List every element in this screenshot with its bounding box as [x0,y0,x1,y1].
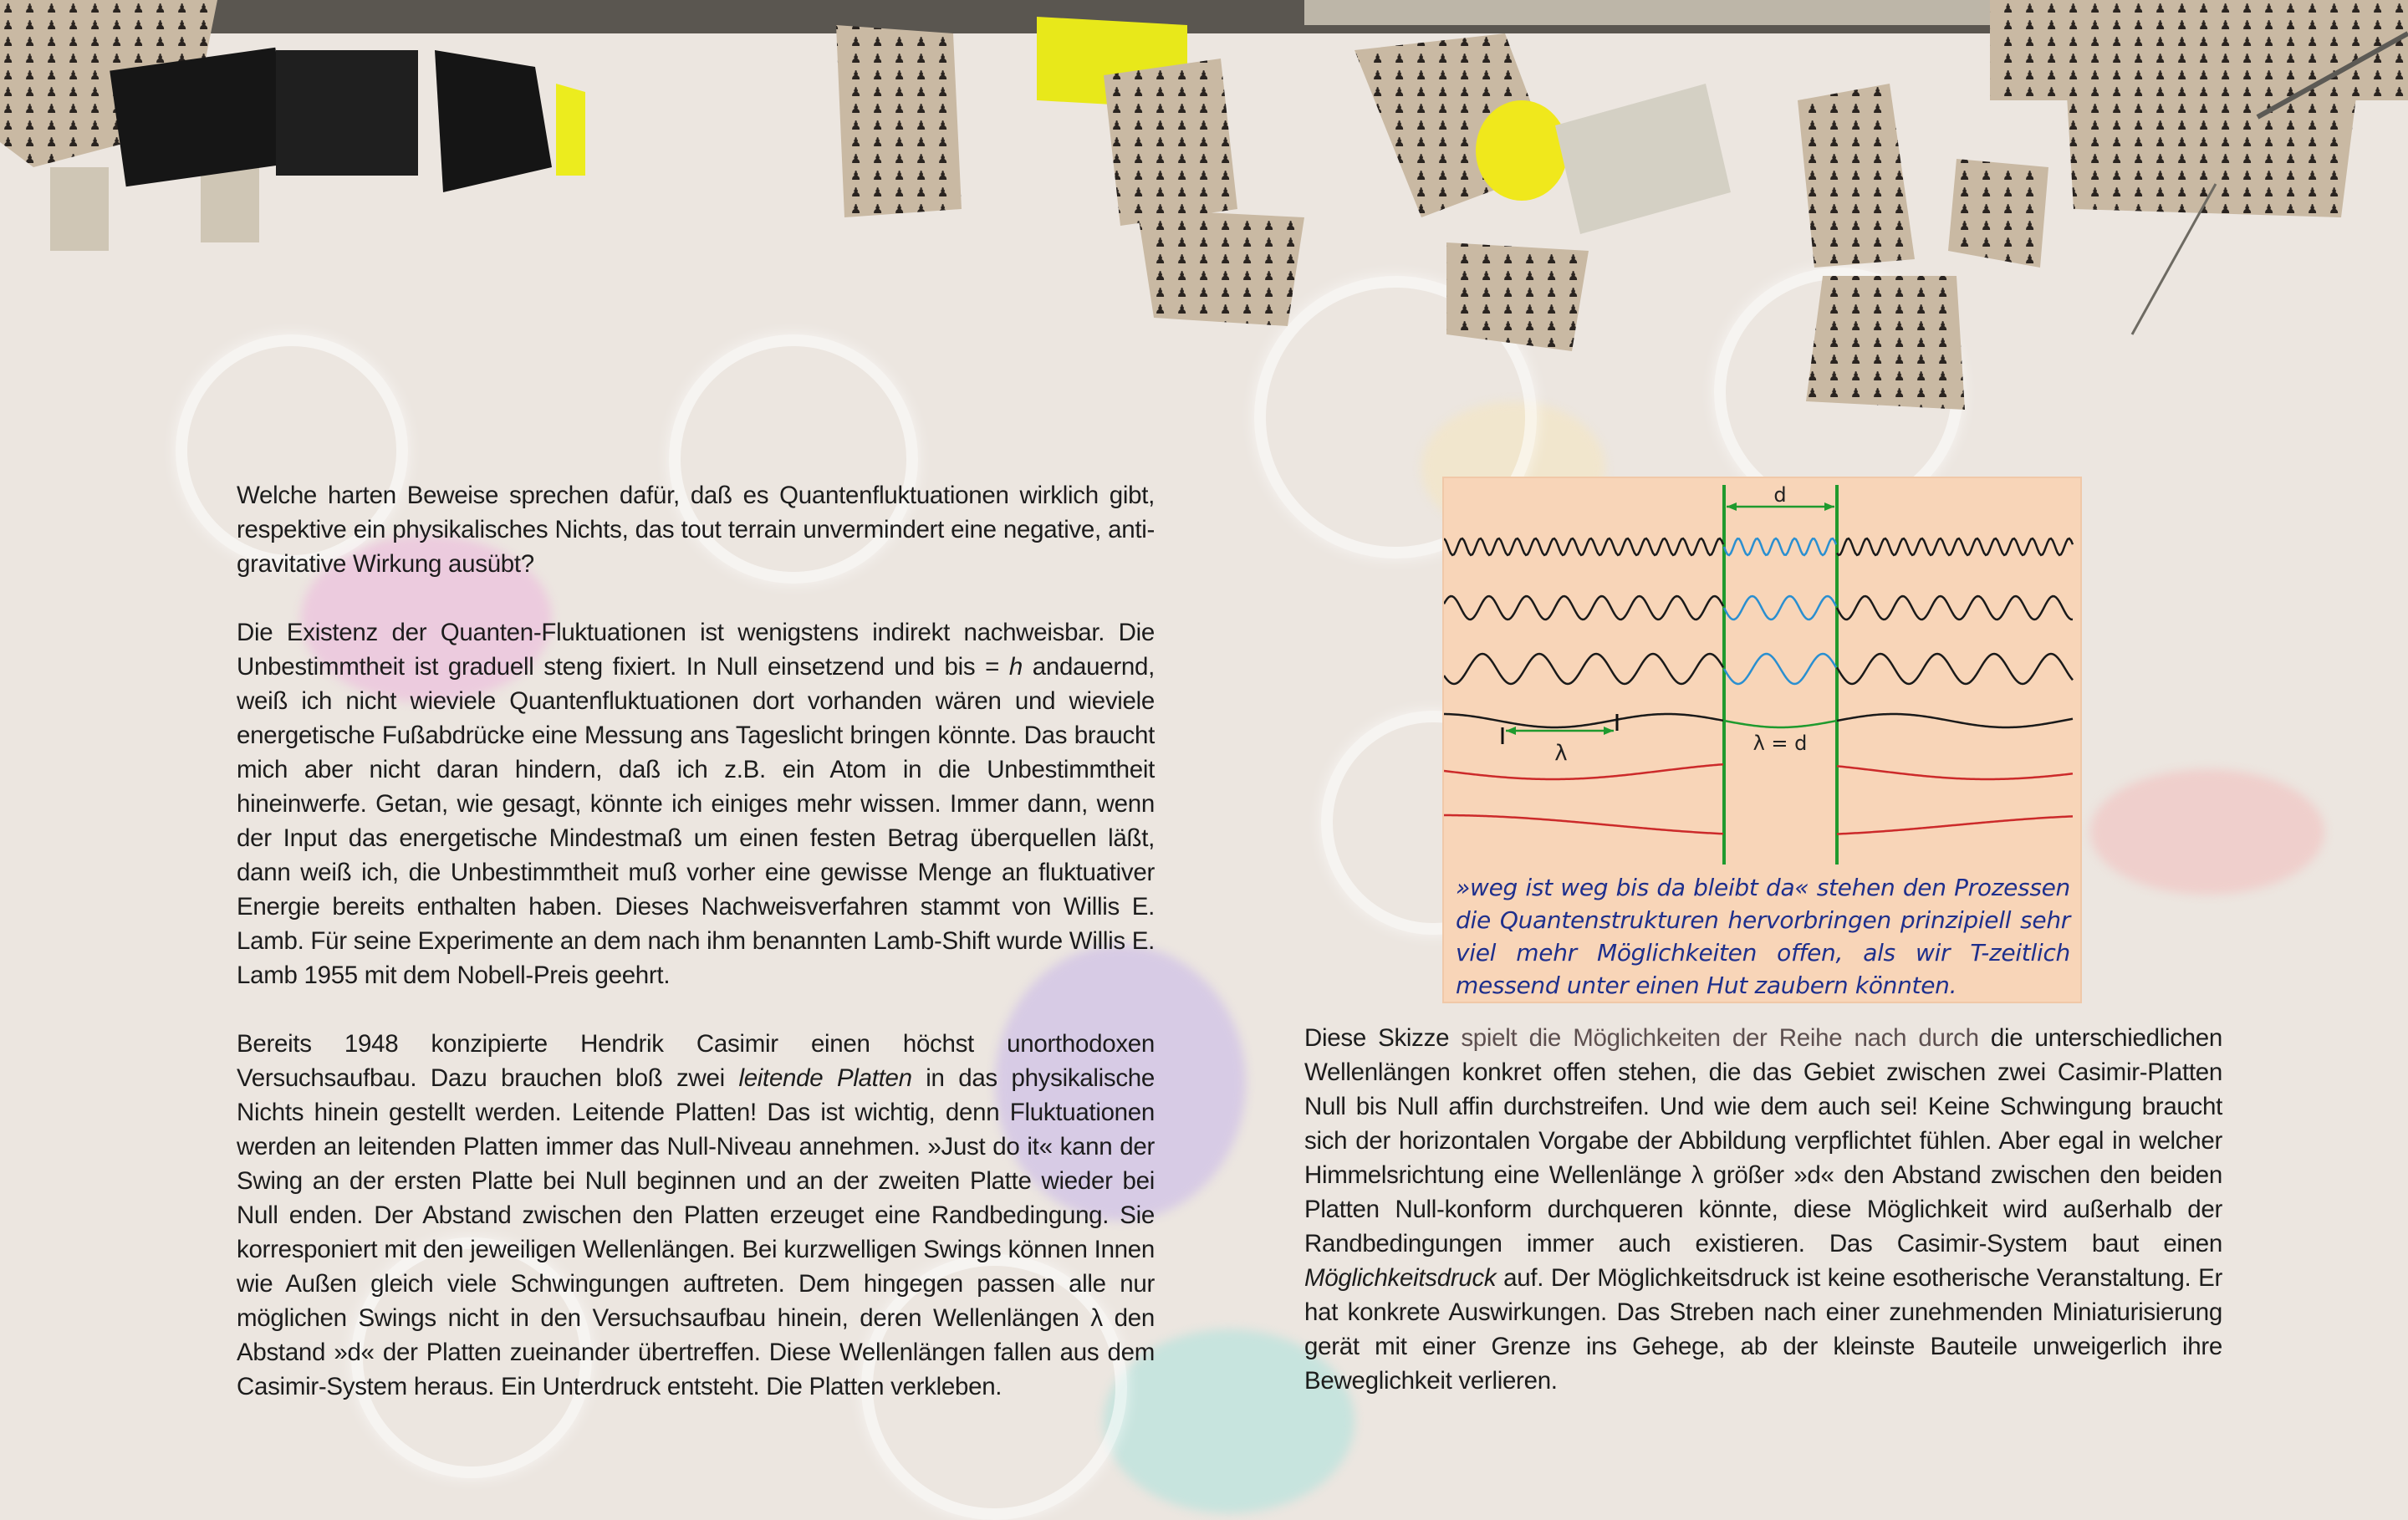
wave-outer [1444,596,1723,620]
spotlight-icon [110,48,585,192]
emphasis-text: leitende Platten [738,1064,912,1092]
spotlight-icon [836,17,1304,326]
sketch-paragraph [1304,1021,2222,1398]
wave-inner [1724,654,1836,684]
paragraph-text: die unterschiedlichen Wellenlängen konkret offen stehen, die das Gebiet zwischen zwei Casimir-Platten Null bis Null affin durchstreifen. Und wie dem auch sei! Keine Schwingung braucht sich der horizontalen Vorgabe der Abbildung verpflichtet fühlen. Aber egal in welcher Himmelsrichtung eine Wellenlänge λ größer »d« den Abstand zwischen den beiden Platten Null-konform durchqueren könnte, diese Möglichkeit wird außerhalb der Randbedingungen immer auch existieren. Das Casimir-System baut einen [1304,1024,2223,1257]
wave-inner [1724,596,1836,620]
wave-inner [1724,721,1836,727]
paragraph-text: Die Existenz der Quanten-Fluktuationen ist wenigstens indirekt nachweisbar. Die Unbestimmtheit ist graduell steng fixiert. In Null einsetzend und bis = [237,619,1155,681]
wave-long [1444,815,1723,834]
figure-caption: »weg ist weg bis da bleibt da« stehen den Prozessen die Quantenstrukturen hervorbringen prinzipiell sehr viel mehr Möglichkeiten offen, als wir T-zeitlich messend unter einen Hut zaubern könnten. [1456,874,2070,999]
paragraph-text: andauernd, weiß ich nicht wieviele Quantenfluktuationen dort vorhanden wären und wieviele energetische Fußabdrücke eine Messung ans Tageslicht bringen könnte. Das braucht mich aber nicht daran hindern, daß ich z.B. ein Atom in die Unbestimmtheit hineinwerfe. Getan, wie gesagt, könnte ich einiges mehr wissen. Immer dann, wenn der Input das energetische Mindestmaß um einen festen Betrag überquellen läßt, dann weiß ich, die Unbestimmtheit muß vorher eine gewisse Menge an fluktuativer Energie bereits enthalten haben. Dieses Nachweisverfahren stammt von Willis E. Lamb. Für seine Experimente an dem nach ihm benannten Lamb-Shift wurde Willis E. Lamb 1955 mit dem Nobell-Preis geehrt. [237,653,1156,989]
wave-diagram [1444,478,2084,871]
wave-outer [1444,714,1723,727]
emphasis-text: Möglichkeitsdruck [1304,1264,1497,1292]
label-lambda: λ [1554,741,1568,766]
wave-outer [1837,596,2073,620]
label-lambda-eq-d: λ = d [1752,732,1808,755]
label-d: d [1773,483,1787,507]
wave-long [1837,766,2073,779]
wave-outer [1837,538,2073,555]
casimir-figure [1442,477,2082,1003]
paragraph-text: in das physikalische Nichts hinein gestellt werden. Leitende Platten! Das ist wichtig, denn Fluktuationen werden an leitenden Platten immer das Null-Niveau annehmen. »Just do it« kann der Swing an der ersten Platte bei Null beginnen und an der zweiten Platte wieder bei Null enden. Der Abstand zwischen den Platten erzeuget eine Randbedingung. Sie korresponiert mit den jeweiligen Wellenlängen. Bei kurzwelligen Swings können Innen wie Außen gleich viele Schwingungen auftreten. Dem hingegen passen alle nur möglichen Swings nicht in den Versuchsaufbau hinein, deren Wellenlängen λ den Abstand »d« der Platten zueinander übertreffen. Diese Wellenlängen fallen aus dem Casimir-System heraus. Ein Unterdruck entsteht. Die Platten verkleben. [237,1064,1156,1400]
paragraph-text: Bereits 1948 konzipierte Hendrik Casimir einen höchst unorthodoxen Versuchsaufbau. Dazu brauchen bloß zwei [237,1030,1155,1092]
red-blob [2090,769,2324,895]
wave-long [1837,816,2073,834]
planck-h-symbol: h [1008,653,1023,681]
paragraph-text: auf. Der Möglichkeitsdruck ist keine esotherische Veranstaltung. Er hat konkrete Auswirkungen. Das Streben nach einer zunehmenden Miniaturisierung gerät mit einer Grenze ins Gehege, ab der kleinste Bauteile unweigerlich ihre Beweglichkeit verlieren. [1304,1264,2222,1395]
spotlight-banner [0,0,2408,418]
casimir-paragraph [237,1027,1155,1404]
left-text-column [237,478,1155,1404]
wave-inner [1724,538,1836,555]
highlight-text: spielt die Möglichkeiten der Reihe nach durch [1461,1024,1979,1052]
wave-long [1444,764,1723,779]
right-text-column [1304,1021,2222,1398]
wave-outer [1837,654,2073,684]
spotlight-icon [1798,33,2408,410]
wave-outer [1837,714,2073,727]
wave-outer [1444,538,1723,555]
paragraph-text: Diese Skizze [1304,1024,1462,1052]
spotlight-icon [1354,33,1731,351]
wave-outer [1444,654,1723,684]
question-paragraph: Welche harten Beweise sprechen dafür, daß es Quantenfluktuationen wirklich gibt, respektive ein physikalisches Nichts, das tout terrain unvermindert eine negative, anti-gravitative Wirkung ausübt? [237,482,1155,578]
lamb-shift-paragraph [237,615,1155,992]
